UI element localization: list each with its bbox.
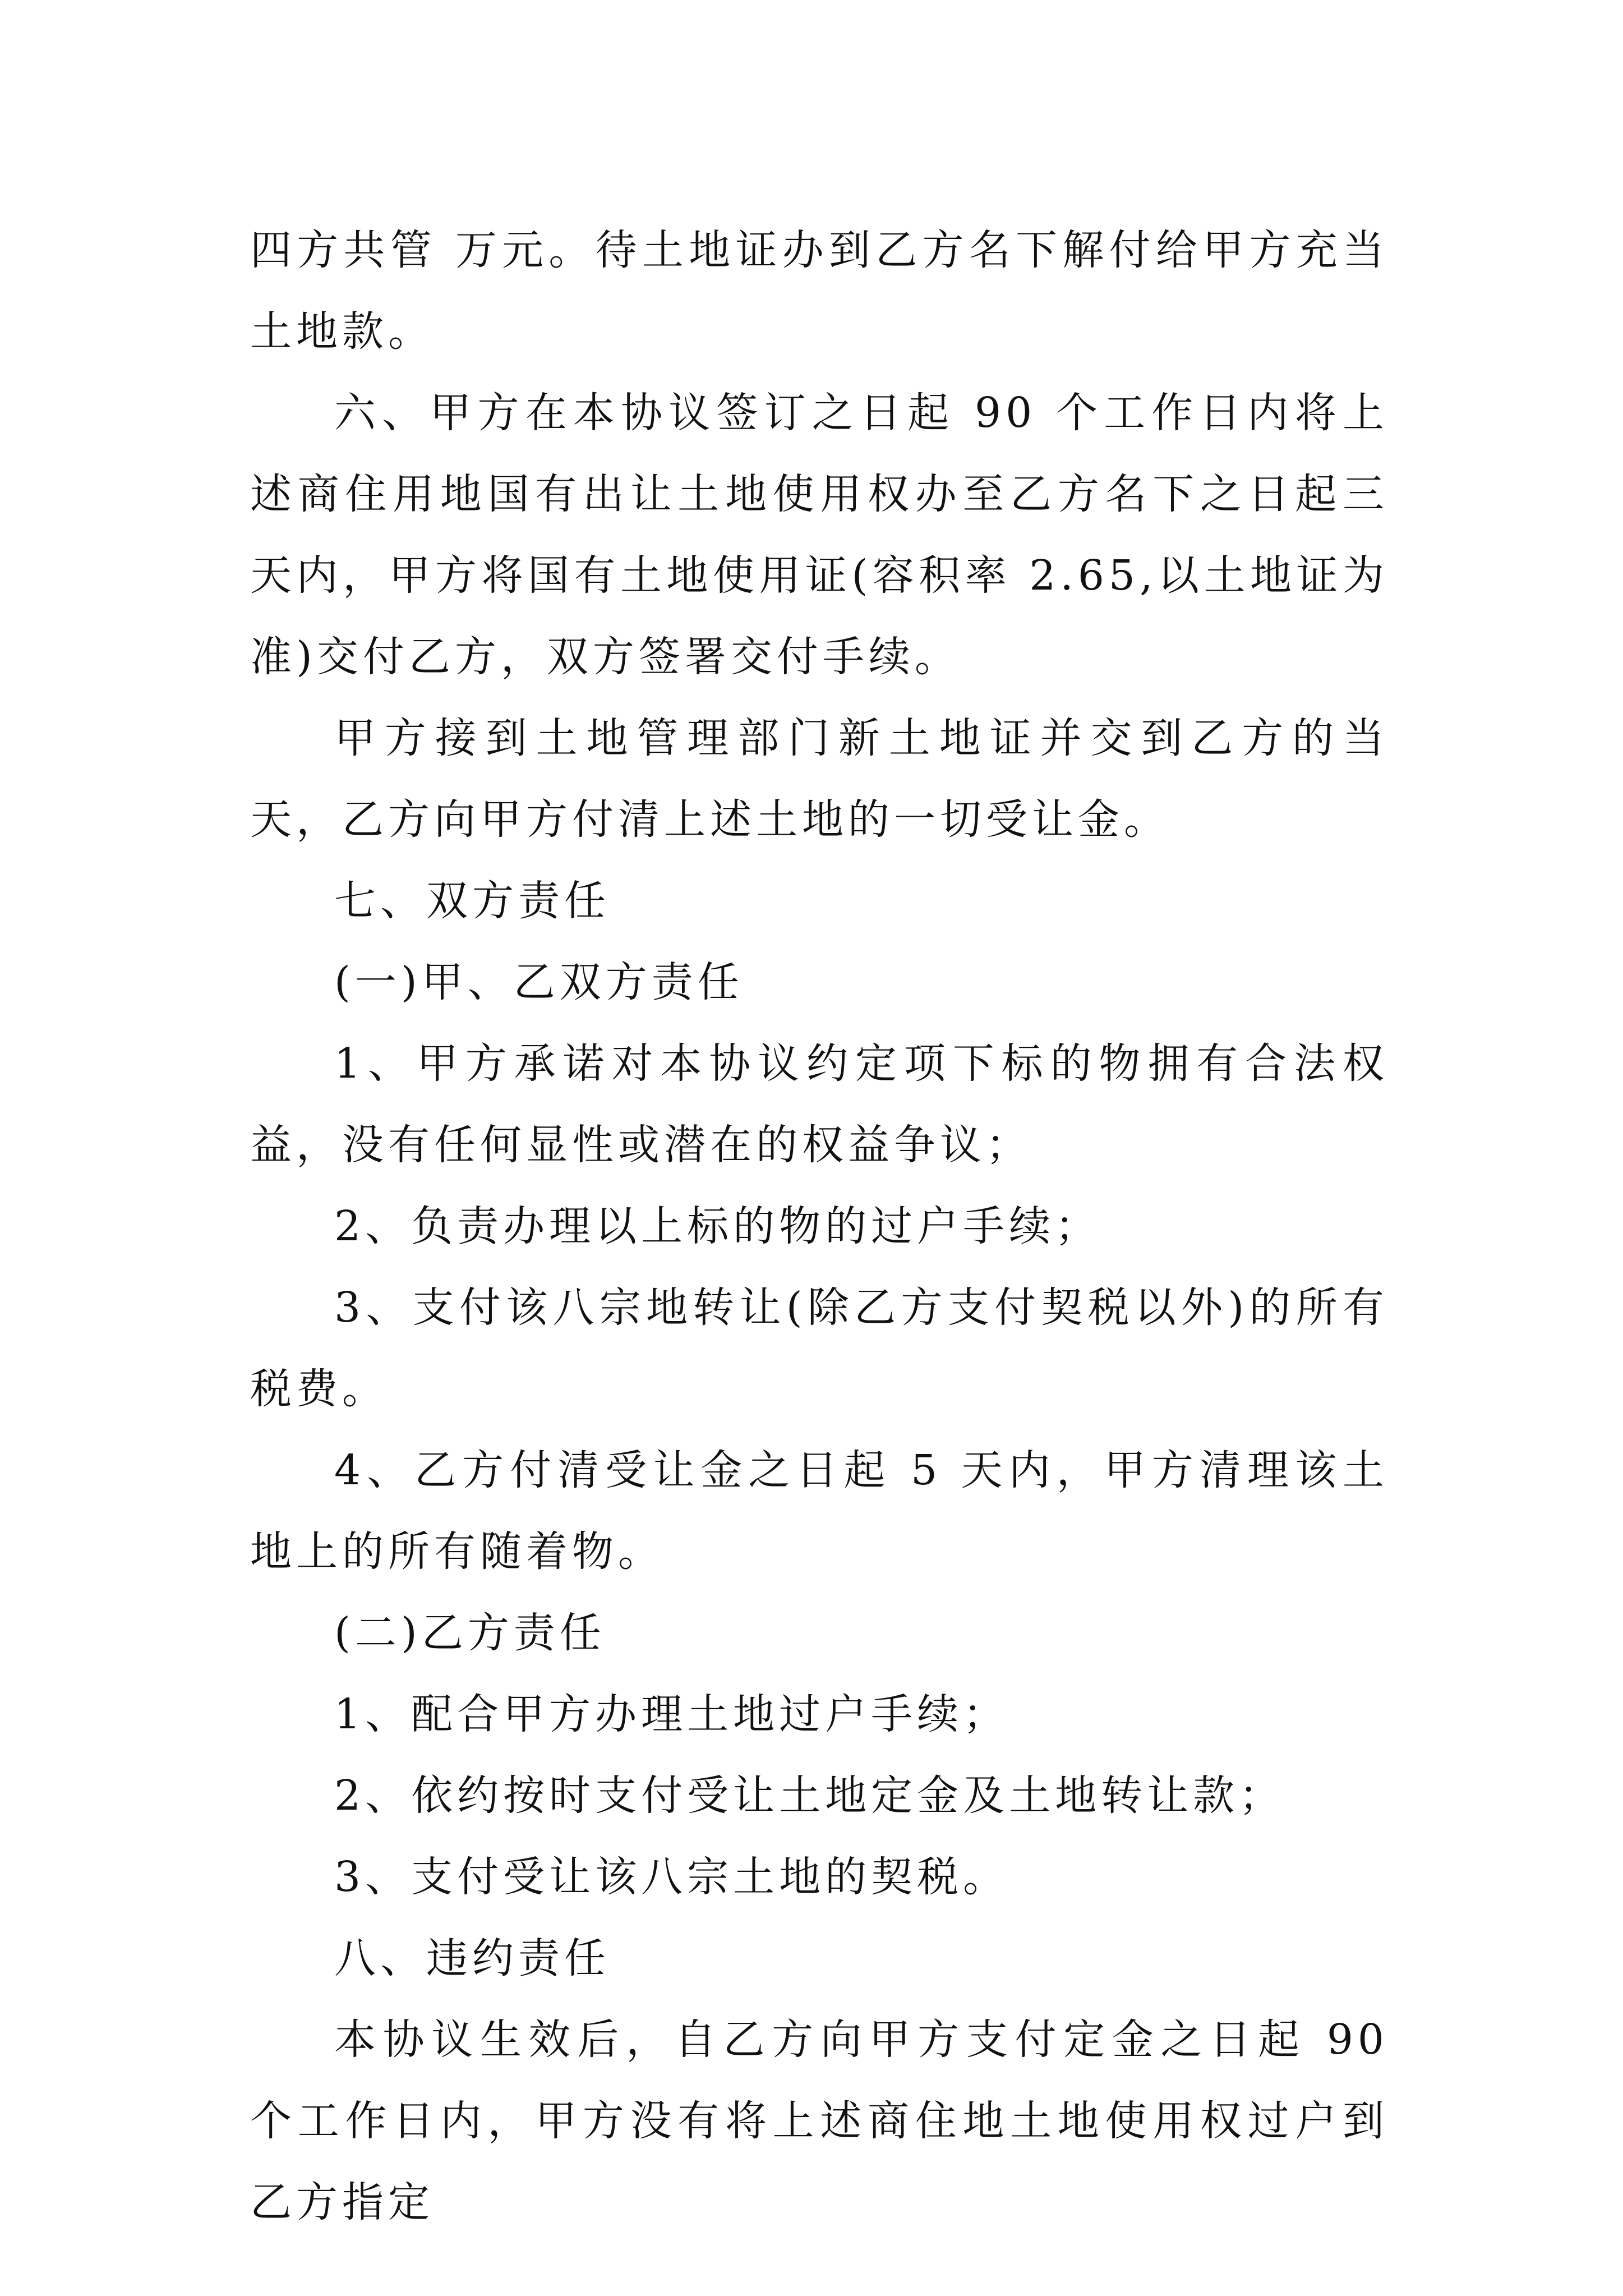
list-item-7: 3、支付受让该八宗土地的契税。 xyxy=(334,1853,1009,1901)
section-heading-7: 七、双方责任 xyxy=(334,877,610,925)
subsection-heading-1: (一)甲、乙双方责任 xyxy=(334,958,744,1006)
list-item-6: 2、依约按时支付受让土地定金及土地转让款； xyxy=(334,1772,1285,1820)
document-body xyxy=(250,210,1389,2243)
list-item-1: 1、甲方承诺对本协议约定项下标的物拥有合法权益，没有任何显性或潜在的权益争议； xyxy=(250,1039,1389,1169)
paragraph-1: 四方共管 万元。待土地证办到乙方名下解付给甲方充当土地款。 xyxy=(250,226,1389,356)
subsection-heading-2: (二)乙方责任 xyxy=(334,1609,606,1657)
list-item-4: 4、乙方付清受让金之日起 5 天内，甲方清理该土地上的所有随着物。 xyxy=(250,1446,1389,1576)
paragraph-2: 六、甲方在本协议签订之日起 90 个工作日内将上述商住用地国有出让土地使用权办至乙方名下之日起三天内，甲方将国有土地使用证(容积率 2.65,以土地证为准)交付乙方，双方签署交付手续。 xyxy=(250,389,1389,681)
list-item-2: 2、负责办理以上标的物的过户手续； xyxy=(334,1202,1101,1250)
paragraph-3: 甲方接到土地管理部门新土地证并交到乙方的当天，乙方向甲方付清上述土地的一切受让金。 xyxy=(250,714,1389,844)
list-item-5: 1、配合甲方办理土地过户手续； xyxy=(334,1690,1009,1738)
paragraph-final: 本协议生效后，自乙方向甲方支付定金之日起 90 个工作日内，甲方没有将上述商住地土地使用权过户到乙方指定 xyxy=(250,2016,1389,2226)
section-heading-8: 八、违约责任 xyxy=(334,1934,610,1982)
list-item-3: 3、支付该八宗地转让(除乙方支付契税以外)的所有税费。 xyxy=(250,1283,1389,1413)
